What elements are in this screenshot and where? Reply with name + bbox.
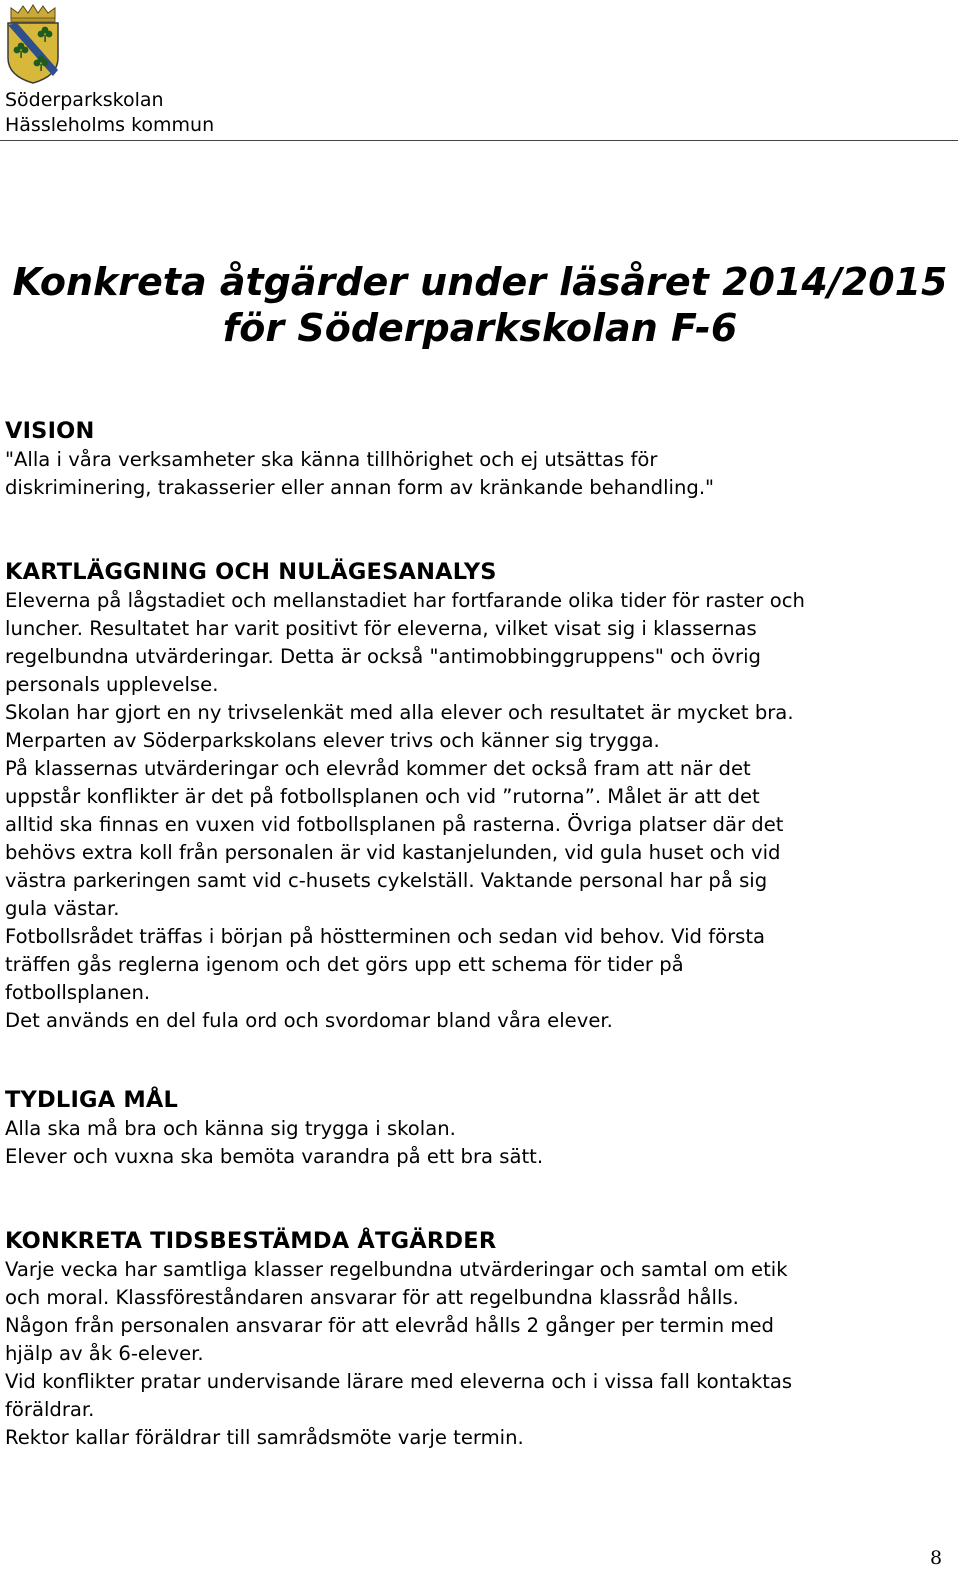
kartlaggning-line: västra parkeringen samt vid c-husets cykelställ. Vaktande personal har på sig	[5, 869, 768, 892]
kartlaggning-line: träffen gås reglerna igenom och det görs upp ett schema för tider på	[5, 953, 684, 976]
kartlaggning-line: behövs extra koll från personalen är vid kastanjelunden, vid gula huset och vid	[5, 841, 781, 864]
org-name: Söderparkskolan	[5, 89, 164, 111]
kartlaggning-line: Merparten av Söderparkskolans elever trivs och känner sig trygga.	[5, 729, 660, 752]
kartlaggning-line: personals upplevelse.	[5, 673, 219, 696]
tydliga-mal-heading: TYDLIGA MÅL	[5, 1087, 179, 1113]
vision-section	[5, 416, 955, 502]
municipal-coat-of-arms-icon	[5, 4, 61, 84]
tydliga-mal-section	[5, 1085, 955, 1171]
kartlaggning-line: Fotbollsrådet träffas i början på höstterminen och sedan vid behov. Vid första	[5, 925, 766, 948]
kartlaggning-line: uppstår konflikter är det på fotbollsplanen och vid ”rutorna”. Målet är att det	[5, 785, 760, 808]
kartlaggning-line: regelbundna utvärderingar. Detta är också "antimobbinggruppens" och övrig	[5, 645, 761, 668]
atgarder-line: Vid konflikter pratar undervisande lärare med eleverna och i vissa fall kontaktas	[5, 1370, 793, 1393]
title-line-2: för Söderparkskolan F-6	[222, 306, 738, 350]
atgarder-line: föräldrar.	[5, 1398, 95, 1421]
atgarder-line: Rektor kallar föräldrar till samrådsmöte varje termin.	[5, 1426, 524, 1449]
kartlaggning-line: luncher. Resultatet har varit positivt för eleverna, vilket visat sig i klassernas	[5, 617, 757, 640]
kartlaggning-line: alltid ska finnas en vuxen vid fotbollsplanen på rasterna. Övriga platser där det	[5, 813, 784, 836]
atgarder-line: Någon från personalen ansvarar för att elevråd hålls 2 gånger per termin med	[5, 1314, 774, 1337]
vision-heading: VISION	[5, 418, 95, 444]
kartlaggning-line: Eleverna på lågstadiet och mellanstadiet har fortfarande olika tider för raster och	[5, 589, 805, 612]
org-municipality: Hässleholms kommun	[5, 114, 215, 136]
tydliga-mal-line: Alla ska må bra och känna sig trygga i skolan.	[5, 1117, 456, 1140]
kartlaggning-heading: KARTLÄGGNING OCH NULÄGESANALYS	[5, 559, 497, 585]
atgarder-line: Varje vecka har samtliga klasser regelbundna utvärderingar och samtal om etik	[5, 1258, 788, 1281]
kartlaggning-line: gula västar.	[5, 897, 120, 920]
page-header	[0, 0, 958, 141]
kartlaggning-section	[5, 557, 955, 1035]
kartlaggning-line: fotbollsplanen.	[5, 981, 151, 1004]
atgarder-section	[5, 1226, 955, 1452]
atgarder-heading: KONKRETA TIDSBESTÄMDA ÅTGÄRDER	[5, 1228, 497, 1254]
kartlaggning-line: Skolan har gjort en ny trivselenkät med alla elever och resultatet är mycket bra.	[5, 701, 794, 724]
vision-line: diskriminering, trakasserier eller annan form av kränkande behandling."	[5, 476, 715, 499]
vision-line: "Alla i våra verksamheter ska känna tillhörighet och ej utsättas för	[5, 448, 658, 471]
title-line-1: Konkreta åtgärder under läsåret 2014/2015	[12, 260, 948, 304]
atgarder-line: och moral. Klassföreståndaren ansvarar för att regelbundna klassråd hålls.	[5, 1286, 739, 1309]
atgarder-line: hjälp av åk 6-elever.	[5, 1342, 204, 1365]
kartlaggning-line: Det används en del fula ord och svordomar bland våra elever.	[5, 1009, 613, 1032]
kartlaggning-line: På klassernas utvärderingar och elevråd kommer det också fram att när det	[5, 757, 751, 780]
tydliga-mal-line: Elever och vuxna ska bemöta varandra på ett bra sätt.	[5, 1145, 544, 1168]
document-title	[0, 259, 960, 351]
page-number: 8	[930, 1547, 943, 1569]
